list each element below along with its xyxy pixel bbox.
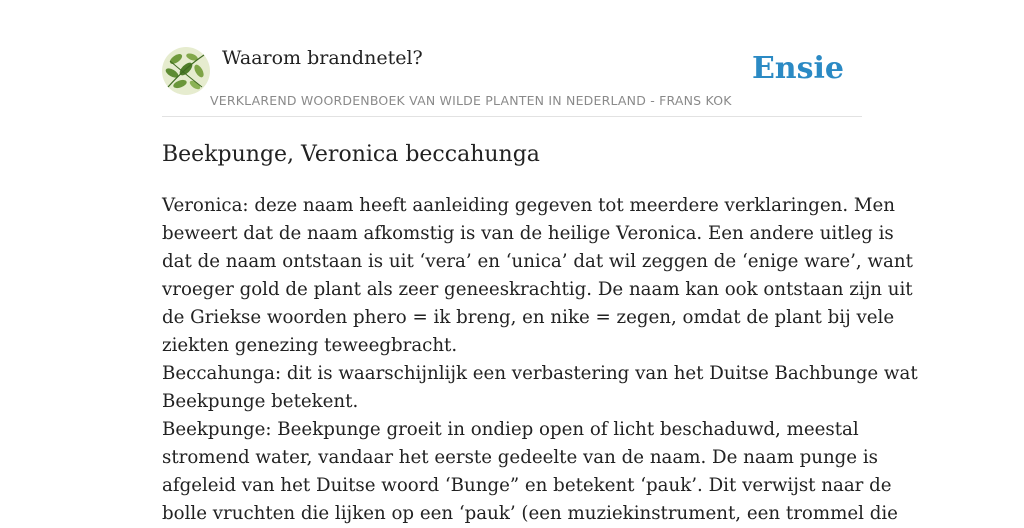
body-line: stromend water, vandaar het eerste gedeelte van de naam. De naam punge is xyxy=(162,447,878,468)
book-title[interactable]: Waarom brandnetel? xyxy=(222,47,423,69)
body-line: vroeger gold de plant als zeer geneeskrachtig. De naam kan ook ontstaan zijn uit xyxy=(162,279,913,300)
book-subtitle[interactable]: VERKLAREND WOORDENBOEK VAN WILDE PLANTEN IN NEDERLAND - FRANS KOK xyxy=(210,93,732,108)
body-line: Veronica: deze naam heeft aanleiding gegeven tot meerdere verklaringen. Men xyxy=(162,195,895,216)
plant-leaves-icon[interactable] xyxy=(162,47,210,95)
body-line: afgeleid van het Duitse woord ‘Bunge” en betekent ‘pauk’. Dit verwijst naar de xyxy=(162,475,892,496)
entry-body xyxy=(162,192,918,528)
body-line: ziekten genezing teweegbracht. xyxy=(162,335,458,356)
brand-logo[interactable]: Ensie xyxy=(751,51,844,86)
body-line: de Griekse woorden phero = ik breng, en nike = zegen, omdat de plant bij vele xyxy=(162,307,895,328)
body-line: Beccahunga: dit is waarschijnlijk een verbastering van het Duitse Bachbunge wat xyxy=(162,363,918,384)
body-line: dat de naam ontstaan is uit ‘vera’ en ‘unica’ dat wil zeggen de ‘enige ware’, want xyxy=(162,251,913,272)
body-line: bolle vruchten die lijken op een ‘pauk’ (een muziekinstrument, een trommel die xyxy=(162,503,898,524)
body-line: Beekpunge betekent. xyxy=(162,391,359,412)
body-line: Beekpunge: Beekpunge groeit in ondiep open of licht beschaduwd, meestal xyxy=(162,419,859,440)
entry-title: Beekpunge, Veronica beccahunga xyxy=(162,142,540,167)
header xyxy=(162,44,862,117)
body-line: beweert dat de naam afkomstig is van de heilige Veronica. Een andere uitleg is xyxy=(162,223,894,244)
